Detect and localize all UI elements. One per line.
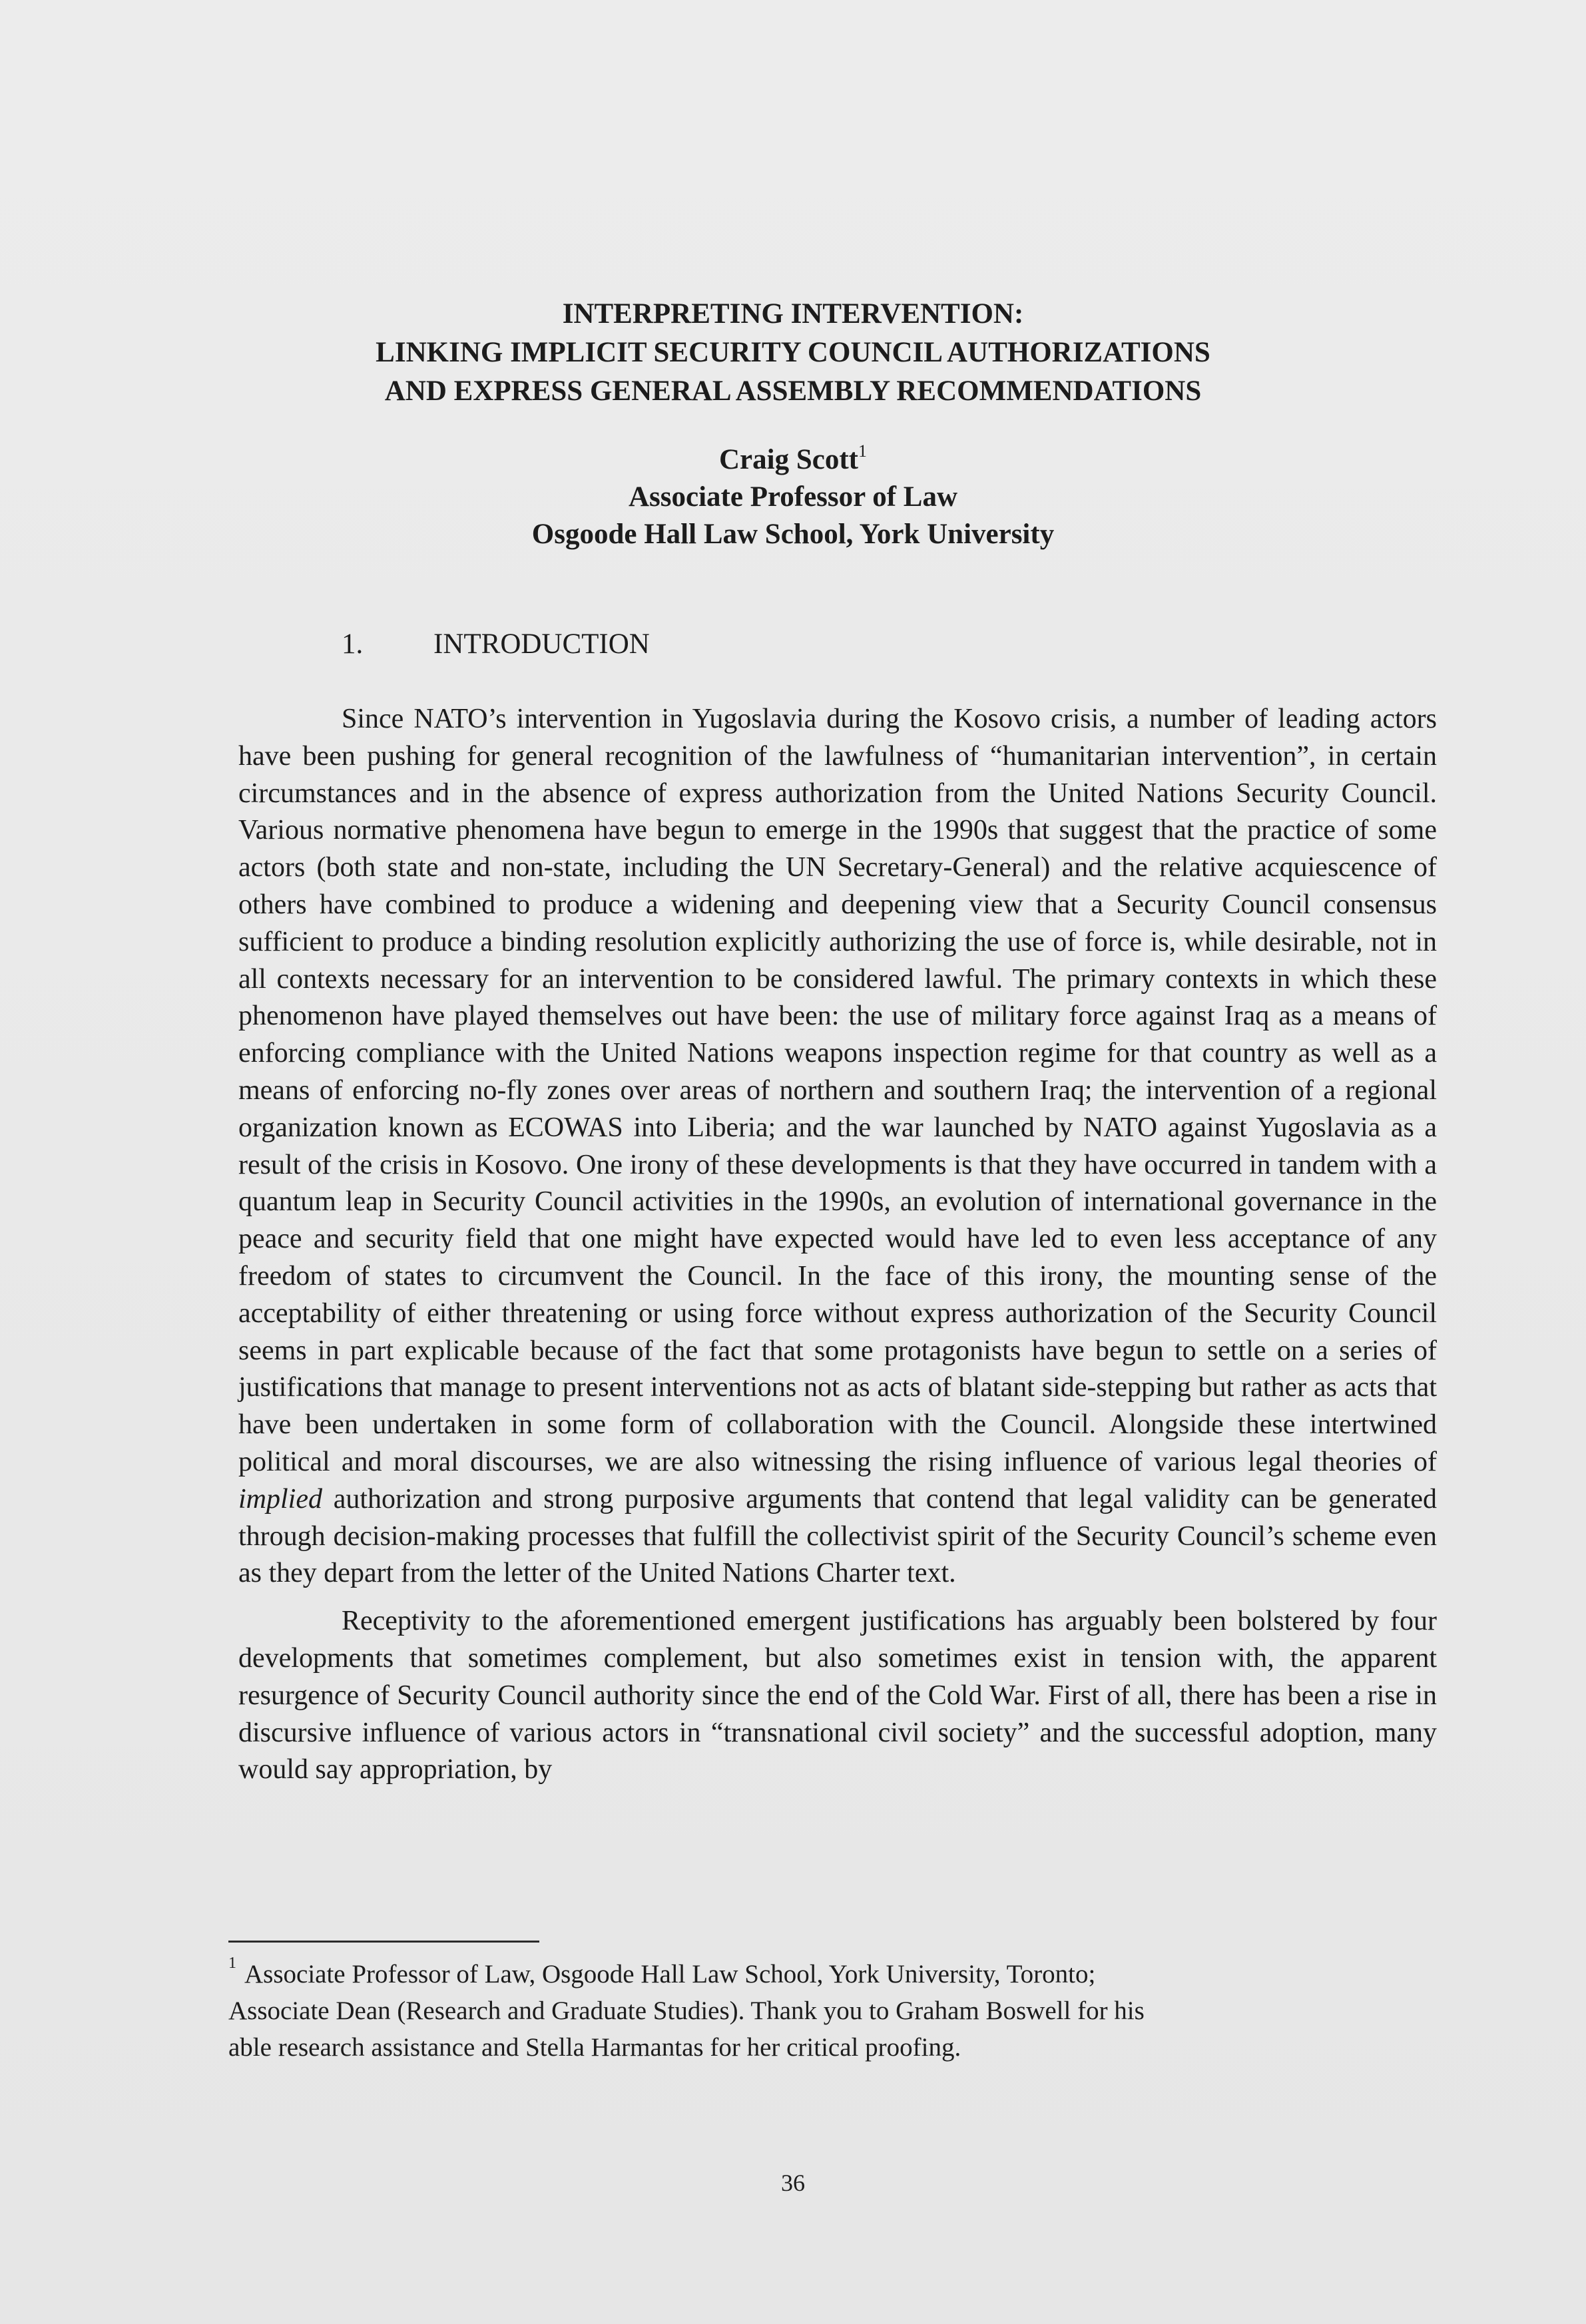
- section-number: 1.: [342, 628, 364, 660]
- paragraph-1: [238, 701, 1437, 1592]
- footnote-line-3: able research assistance and Stella Harmantas for her critical proofing.: [228, 2033, 961, 2062]
- author-position: Associate Professor of Law: [628, 481, 958, 513]
- page-number: 36: [781, 2170, 805, 2196]
- paragraph-1-part-2: authorization and strong purposive arguments that contend that legal validity can be generated through decision-making processes that fulfill the collectivist spirit of the Security Council’s scheme even as they depart from the letter of the United Nations Charter text.: [238, 1483, 1438, 1589]
- author-block: [0, 441, 1586, 553]
- paragraph-1-part-1: Since NATO’s intervention in Yugoslavia during the Kosovo crisis, a number of leading actors have been pushing for general recognition of the lawfulness of “humanitarian intervention”, in certain circumstances and in the absence of express authorization from the United Nations Security Council. Various normative phenomena have begun to emerge in the 1990s that suggest that the practice of some actors (both state and non-state, including the UN Secretary-General) and the relative acquiescence of others have combined to produce a widening and deepening view that a Security Council consensus sufficient to produce a binding resolution explicitly authorizing the use of force is, while desirable, not in all contexts necessary for an intervention to be considered lawful. The primary contexts in which these phenomenon have played themselves out have been: the use of military force against Iraq as a means of enforcing compliance with the United Nations weapons inspection regime for that country as well as a means of enforcing no-fly zones over areas of northern and southern Iraq; the intervention of a regional organization known as ECOWAS into Liberia; and the war launched by NATO against Yugoslavia as a result of the crisis in Kosovo. One irony of these developments is that they have occurred in tandem with a quantum leap in Security Council activities in the 1990s, an evolution of international governance in the peace and security field that one might have expected would have led to even less acceptance of any freedom of states to circumvent the Council. In the face of this irony, the mounting sense of the acceptability of either threatening or using force without express authorization of the Security Council seems in part explicable because of the fact that some protagonists have begun to settle on a series of justifications that manage to present interventions not as acts of blatant side-stepping but rather as acts that have been undertaken in some form of collaboration with the Council. Alongside these intertwined political and moral discourses, we are also witnessing the rising influence of various legal theories of: [238, 704, 1437, 1477]
- footnote-line-1: [228, 1956, 1360, 1992]
- footnote: [228, 1956, 1360, 2066]
- footnote-line-2: Associate Dean (Research and Graduate Studies). Thank you to Graham Boswell for his: [228, 1996, 1145, 2025]
- author-name: Craig Scott: [719, 444, 858, 475]
- title-line-3: AND EXPRESS GENERAL ASSEMBLY RECOMMENDATIONS: [384, 375, 1202, 407]
- author-line: [0, 441, 1586, 479]
- footnote-divider: [228, 1941, 539, 1943]
- section-heading: [342, 626, 650, 663]
- body-text: [238, 701, 1437, 1789]
- italic-word: implied: [238, 1483, 322, 1514]
- title-line-1: INTERPRETING INTERVENTION:: [562, 298, 1024, 330]
- paragraph-2: Receptivity to the aforementioned emergent justifications has arguably been bolstered by four developments that sometimes complement, but also sometimes exist in tension with, the apparent resurgence of Security Council authority since the end of the Cold War. First of all, there has been a rise in discursive influence of various actors in “transnational civil society” and the successful adoption, many would say appropriation, by: [238, 1606, 1437, 1785]
- footnote-text-1: Associate Professor of Law, Osgoode Hall Law School, York University, Toronto;: [244, 1960, 1096, 1988]
- author-affiliation: Osgoode Hall Law School, York University: [531, 519, 1055, 550]
- footnote-marker: 1: [228, 1955, 236, 1972]
- author-footnote-marker: 1: [858, 441, 867, 461]
- section-title: INTRODUCTION: [433, 628, 650, 660]
- article-title: [0, 295, 1586, 411]
- title-line-2: LINKING IMPLICIT SECURITY COUNCIL AUTHORIZATIONS: [376, 337, 1210, 368]
